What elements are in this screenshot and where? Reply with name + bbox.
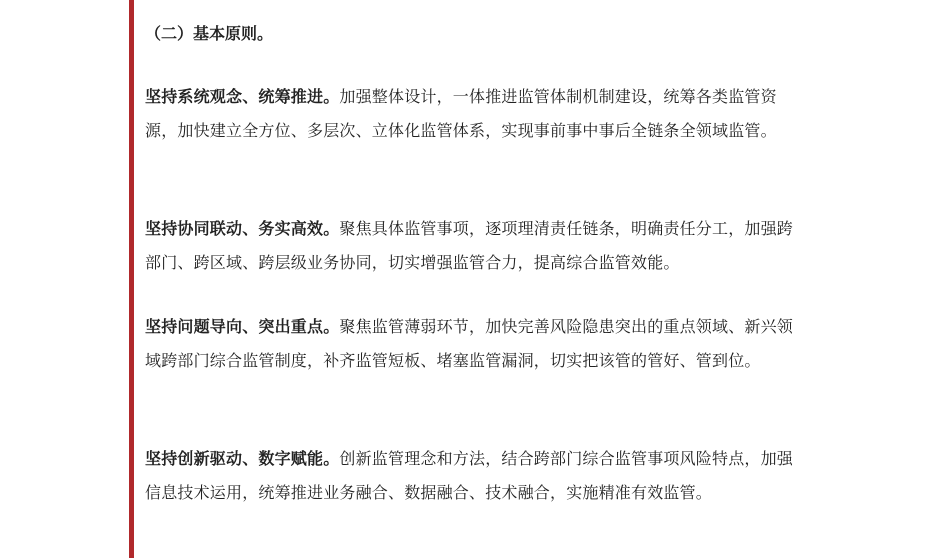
principle-paragraph-4 bbox=[145, 442, 805, 510]
principle-paragraph-3 bbox=[145, 310, 805, 378]
principle-body-2: 聚焦具体监管事项，逐项理清责任链条，明确责任分工，加强跨部门、跨区域、跨层级业务协同，切实增强监管合力，提高综合监管效能。 bbox=[145, 219, 794, 272]
principle-title-3: 坚持问题导向、突出重点。 bbox=[145, 317, 340, 336]
principle-body-1: 加强整体设计，一体推进监管体制机制建设，统筹各类监管资源，加快建立全方位、多层次、立体化监管体系，实现事前事中事后全链条全领域监管。 bbox=[145, 87, 777, 140]
principle-title-4: 坚持创新驱动、数字赋能。 bbox=[145, 449, 340, 468]
section-heading: （二）基本原则。 bbox=[145, 24, 274, 43]
principle-body-4: 创新监管理念和方法，结合跨部门综合监管事项风险特点，加强信息技术运用，统筹推进业务融合、数据融合、技术融合，实施精准有效监管。 bbox=[145, 449, 794, 502]
principle-body-3: 聚焦监管薄弱环节，加快完善风险隐患突出的重点领域、新兴领域跨部门综合监管制度，补齐监管短板、堵塞监管漏洞，切实把该管的管好、管到位。 bbox=[145, 317, 794, 370]
principle-title-1: 坚持系统观念、统筹推进。 bbox=[145, 87, 340, 106]
principle-paragraph-1 bbox=[145, 80, 805, 148]
left-accent-bar bbox=[129, 0, 134, 558]
principle-paragraph-2 bbox=[145, 212, 805, 280]
principle-title-2: 坚持协同联动、务实高效。 bbox=[145, 219, 340, 238]
